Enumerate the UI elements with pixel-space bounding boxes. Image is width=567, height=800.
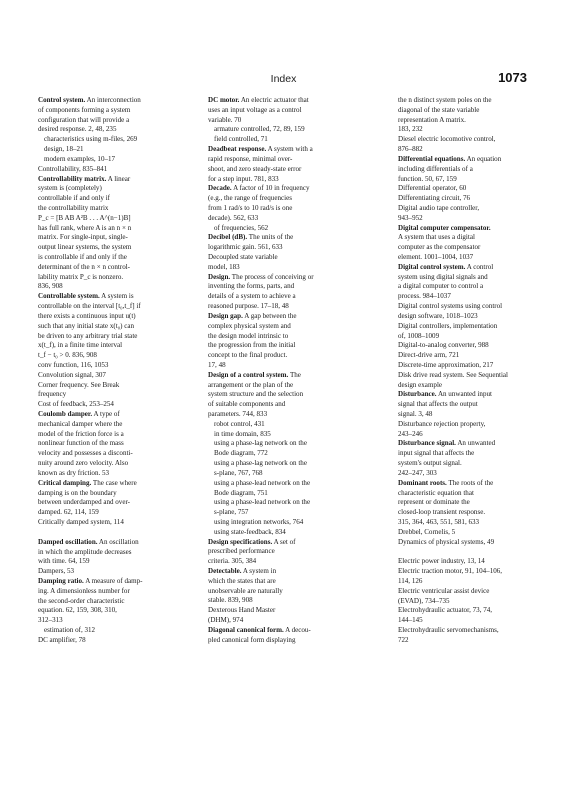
- index-line: for a step input. 781, 833: [208, 174, 279, 183]
- index-entry: [38, 479, 208, 518]
- index-term: Design specifications.: [208, 537, 273, 546]
- index-line: Drebbel, Cornelis, 5: [398, 527, 456, 536]
- index-line: nonlinear function of the mass: [38, 439, 124, 448]
- index-entry: [398, 371, 558, 391]
- index-line: such that any initial state x(t₀) can: [38, 321, 134, 330]
- index-line: Convolution signal, 307: [38, 370, 106, 379]
- index-line: Digital control systems using control: [398, 302, 503, 311]
- index-entry: [398, 263, 558, 302]
- index-line: 183, 232: [398, 125, 423, 134]
- index-line: be driven to any arbitrary trial state: [38, 331, 138, 340]
- index-line: which the states that are: [208, 576, 276, 585]
- index-line: design example: [398, 380, 443, 389]
- index-term: Decibel (dB).: [208, 233, 248, 242]
- index-line: Electrohydraulic servomechanisms,: [398, 626, 499, 635]
- index-column-right: [398, 96, 558, 646]
- index-line: concept to the final product.: [208, 351, 288, 360]
- index-line: using a phase-lead network on the: [214, 498, 311, 507]
- index-line: Electric power industry, 13, 14: [398, 557, 485, 566]
- index-line: P_c = [B AB A²B . . . A^(n−1)B]: [38, 213, 131, 222]
- index-entry: [398, 155, 558, 184]
- index-entry: [398, 587, 558, 607]
- index-line: The case where: [92, 478, 137, 487]
- index-term: Controllable system.: [38, 292, 100, 301]
- index-line: A decou-: [285, 625, 311, 634]
- index-entry: [398, 96, 558, 135]
- index-line: 144–145: [398, 616, 423, 625]
- index-line: is controllable if and only if the: [38, 253, 127, 261]
- index-line: system's output signal.: [398, 459, 462, 468]
- index-line: shoot, and zero steady-state error: [208, 164, 302, 173]
- index-entry: [38, 175, 208, 293]
- index-entry: [398, 302, 558, 322]
- index-line: A control: [466, 262, 494, 271]
- index-line: Dampers, 53: [38, 567, 75, 576]
- index-subentry: [208, 528, 378, 538]
- index-line: Bode diagram, 751: [214, 488, 268, 497]
- index-line: velocity and possesses a disconti-: [38, 449, 133, 458]
- index-entry: [398, 606, 558, 626]
- index-line: has full rank, where A is an n × n: [38, 223, 132, 232]
- index-line: output linear systems, the system: [38, 243, 132, 252]
- index-line: known as dry friction. 53: [38, 468, 110, 477]
- index-line: Corner frequency. See Break: [38, 380, 120, 389]
- index-subentry: [208, 479, 378, 499]
- index-line: unobservable are naturally: [208, 586, 283, 595]
- index-line: modern examples, 10–17: [44, 154, 116, 163]
- index-entry: [398, 528, 558, 538]
- index-entry: [208, 312, 378, 371]
- index-line: with time. 64, 159: [38, 557, 90, 566]
- index-line: 836, 908: [38, 282, 63, 291]
- index-line: uses an input voltage as a control: [208, 105, 302, 114]
- index-line: An oscillation: [98, 537, 139, 546]
- index-line: Electric ventricular assist device: [398, 586, 490, 595]
- index-entry: [398, 184, 558, 194]
- index-line: characteristic equation that: [398, 488, 474, 497]
- index-line: configuration that will provide a: [38, 115, 130, 124]
- index-line: Electric traction motor, 91, 104–106,: [398, 567, 503, 576]
- index-entry: [38, 361, 208, 371]
- index-line: Cost of feedback, 253–254: [38, 400, 114, 409]
- index-column-middle: [208, 96, 378, 646]
- index-line: A type of: [93, 410, 120, 418]
- index-line: Controllability, 835–841: [38, 164, 108, 173]
- index-line: A linear: [107, 174, 131, 183]
- index-line: s-plane, 757: [214, 508, 249, 517]
- index-line: (DHM), 974: [208, 616, 244, 625]
- index-line: 312–313: [38, 616, 63, 625]
- index-line: ing. A dimensionless number for: [38, 586, 130, 595]
- index-term: Damping ratio.: [38, 577, 84, 585]
- index-line: using a phase-lead network on the: [214, 478, 311, 487]
- index-line: 114, 126: [398, 577, 423, 585]
- index-subentry: [38, 155, 208, 165]
- index-term: Digital computer compensator.: [398, 223, 491, 232]
- index-line: using a phase-lag network on the: [214, 459, 307, 468]
- index-line: inventing the forms, parts, and: [208, 282, 295, 291]
- index-column-left: [38, 96, 208, 646]
- index-line: Digital controllers, implementation: [398, 321, 498, 330]
- index-line: A system that uses a digital: [398, 233, 475, 242]
- index-entry: [208, 567, 378, 606]
- index-line: damping is on the boundary: [38, 488, 117, 497]
- index-line: damped. 62, 114, 159: [38, 508, 99, 517]
- index-line: complex physical system and: [208, 321, 291, 330]
- index-entry: [398, 626, 558, 646]
- index-entry: [398, 322, 558, 342]
- index-term: Design of a control system.: [208, 370, 289, 379]
- index-line: decade). 562, 633: [208, 213, 259, 222]
- index-term: Design.: [208, 272, 231, 281]
- index-entry: [398, 538, 558, 548]
- running-header-title: Index: [270, 73, 297, 85]
- index-entry: [208, 145, 378, 184]
- index-line: desired response. 2, 48, 235: [38, 125, 117, 134]
- index-entry: [398, 567, 558, 587]
- index-term: Dominant roots.: [398, 478, 447, 487]
- index-entry: [398, 194, 558, 204]
- index-line: Differential operator, 60: [398, 184, 467, 193]
- index-entry: [38, 410, 208, 479]
- index-entry: [398, 557, 558, 567]
- index-entry: [398, 420, 558, 440]
- index-entry: [38, 518, 208, 528]
- index-term: Design gap.: [208, 311, 243, 320]
- index-line: determinant of the n × n control-: [38, 262, 131, 271]
- index-line: variable. 70: [208, 115, 242, 124]
- index-subentry: [208, 518, 378, 528]
- index-entry: [398, 135, 558, 155]
- index-term: Disturbance signal.: [398, 439, 456, 448]
- index-line: 315, 364, 463, 551, 581, 633: [398, 517, 480, 526]
- index-line: An unwanted input: [437, 390, 492, 399]
- index-line: computer as the compensator: [398, 243, 481, 252]
- index-line: in time domain, 835: [214, 429, 271, 438]
- index-line: design, 18–21: [44, 145, 84, 154]
- index-entry: [38, 636, 208, 646]
- index-line: controllable on the interval [t₀,t_f] if: [38, 302, 141, 311]
- index-line: system structure and the selection: [208, 390, 304, 399]
- index-line: of components forming a system: [38, 105, 131, 114]
- index-term: Controllability matrix.: [38, 174, 107, 183]
- index-entry: [38, 371, 208, 381]
- index-line: function. 50, 67, 159: [398, 174, 457, 183]
- index-subentry: [38, 145, 208, 155]
- index-entry: [208, 371, 378, 420]
- index-entry: [398, 351, 558, 361]
- index-line: model of the friction force is a: [38, 429, 124, 438]
- index-entry: [208, 96, 378, 125]
- index-line: pled canonical form displaying: [208, 635, 296, 644]
- index-line: reasoned purpose. 17–18, 48: [208, 302, 289, 311]
- index-line: closed-loop transient response.: [398, 508, 486, 517]
- index-subentry: [208, 125, 378, 135]
- index-line: An electric actuator that: [240, 96, 309, 104]
- index-subentry: [38, 626, 208, 636]
- index-line: lability matrix P_c is nonzero.: [38, 272, 124, 281]
- index-subentry: [38, 135, 208, 145]
- index-entry: [208, 184, 378, 223]
- index-line: arrangement or the plan of the: [208, 380, 294, 389]
- index-line: the controllability matrix: [38, 203, 109, 212]
- index-line: input signal that affects the: [398, 449, 475, 458]
- index-term: Deadbeat response.: [208, 145, 267, 154]
- index-line: The: [289, 370, 301, 379]
- index-line: Discrete-time approximation, 217: [398, 360, 494, 369]
- index-line: characteristics using m-files, 269: [44, 135, 138, 144]
- index-entry: [398, 361, 558, 371]
- index-line: A set of: [273, 537, 296, 546]
- index-subentry: [208, 459, 378, 479]
- index-line: prescribed performance: [208, 547, 275, 556]
- index-entry: [208, 253, 378, 273]
- index-line: The process of conceiving or: [231, 272, 314, 281]
- index-entry: [398, 390, 558, 419]
- index-term: DC motor.: [208, 96, 240, 104]
- index-subentry: [208, 430, 378, 440]
- index-term: Diagonal canonical form.: [208, 625, 284, 634]
- index-entry: [208, 626, 378, 646]
- index-term: Digital control system.: [398, 262, 466, 271]
- index-line: of, 1008–1009: [398, 331, 440, 340]
- index-line: An equation: [466, 154, 502, 163]
- index-term: Disturbance.: [398, 390, 437, 399]
- index-term: Detectable.: [208, 567, 242, 575]
- index-line: Diesel electric locomotive control,: [398, 135, 496, 144]
- index-entry: [398, 224, 558, 263]
- index-line: estimation of, 312: [44, 626, 96, 635]
- index-line: the second-order characteristic: [38, 596, 125, 605]
- index-line: Digital-to-analog converter, 988: [398, 341, 489, 350]
- index-subentry: [208, 439, 378, 459]
- index-line: design software, 1018–1023: [398, 311, 478, 320]
- index-line: represent or dominate the: [398, 498, 470, 507]
- index-line: signal that affects the output: [398, 400, 478, 409]
- index-line: Digital audio tape controller,: [398, 203, 480, 212]
- index-entry: [38, 292, 208, 361]
- index-line: Direct-drive arm, 721: [398, 351, 460, 360]
- index-term: Control system.: [38, 96, 86, 104]
- index-entry: [208, 538, 378, 567]
- index-entry: [38, 381, 208, 401]
- index-term: Differential equations.: [398, 154, 466, 163]
- index-line: rapid response, minimal over-: [208, 154, 293, 163]
- index-line: using a phase-lag network on the: [214, 439, 307, 448]
- index-line: system is (completely): [38, 184, 102, 193]
- index-line: A measure of damp-: [85, 577, 143, 585]
- index-line: logarithmic gain. 561, 633: [208, 243, 283, 252]
- index-entry: [208, 606, 378, 626]
- index-line: Decoupled state variable: [208, 253, 278, 261]
- index-term: Damped oscillation.: [38, 537, 98, 546]
- index-entry: [38, 567, 208, 577]
- index-line: in which the amplitude decreases: [38, 547, 132, 556]
- index-line: DC amplifier, 78: [38, 635, 86, 644]
- index-term: Coulomb damper.: [38, 410, 93, 418]
- index-line: from 1 rad/s to 10 rad/s is one: [208, 203, 293, 212]
- index-line: controllable if and only if: [38, 194, 111, 203]
- index-subentry: [208, 224, 378, 234]
- index-line: element. 1001–1004, 1037: [398, 253, 474, 261]
- index-line: of suitable components and: [208, 400, 286, 409]
- index-line: field controlled, 71: [214, 135, 268, 144]
- index-line: representation A matrix.: [398, 115, 466, 124]
- index-line: matrix. For single-input, single-: [38, 233, 128, 242]
- index-line: there exists a continuous input u(t): [38, 311, 136, 320]
- index-line: a digital computer to control a: [398, 282, 484, 291]
- index-line: Critically damped system, 114: [38, 517, 124, 526]
- index-line: parameters. 744, 833: [208, 410, 268, 418]
- index-line: 943–952: [398, 213, 423, 222]
- index-line: frequency: [38, 390, 67, 399]
- index-line: including differentials of a: [398, 164, 473, 173]
- index-entry: [208, 233, 378, 253]
- index-entry: [398, 204, 558, 224]
- index-line: the n distinct system poles on the: [398, 96, 492, 104]
- index-line: Dynamics of physical systems, 49: [398, 537, 495, 546]
- index-line: criteria. 305, 384: [208, 557, 257, 566]
- index-line: model, 183: [208, 262, 240, 271]
- index-line: Differentiating circuit, 76: [398, 194, 471, 203]
- index-line: (EVAD), 734–735: [398, 596, 450, 605]
- index-line: A factor of 10 in frequency: [233, 184, 310, 193]
- index-line: the progression from the initial: [208, 341, 296, 350]
- index-line: 17, 48: [208, 360, 226, 369]
- index-line: diagonal of the state variable: [398, 105, 480, 114]
- index-line: the design model intrinsic to: [208, 331, 289, 340]
- index-line: Disturbance rejection property,: [398, 419, 486, 428]
- index-line: The units of the: [248, 233, 294, 242]
- index-entry: [398, 479, 558, 528]
- index-line: An unwanted: [457, 439, 496, 448]
- index-entry: [398, 341, 558, 351]
- index-entry: [208, 273, 378, 312]
- index-line: t_f − t₀ > 0. 836, 908: [38, 351, 97, 360]
- index-line: 722: [398, 635, 409, 644]
- index-line: A system in: [242, 567, 277, 575]
- index-line: 243–246: [398, 429, 423, 438]
- index-line: conv function, 116, 1053: [38, 360, 109, 369]
- index-line: A system with a: [267, 145, 313, 154]
- index-subentry: [208, 420, 378, 430]
- index-entry: [38, 96, 208, 135]
- index-line: (e.g., the range of frequencies: [208, 194, 292, 203]
- index-line: using integration networks, 764: [214, 517, 304, 526]
- index-term: Critical damping.: [38, 478, 92, 487]
- index-line: A gap between the: [244, 311, 297, 320]
- index-line: nuity around zero velocity. Also: [38, 459, 129, 468]
- index-line: Disk drive read system. See Sequential: [398, 370, 508, 379]
- index-entry: [38, 165, 208, 175]
- index-term: Decade.: [208, 184, 232, 193]
- index-line: signal. 3, 48: [398, 410, 433, 418]
- index-subentry: [208, 135, 378, 145]
- index-line: system using digital signals and: [398, 272, 488, 281]
- index-line: process. 984–1037: [398, 292, 451, 301]
- index-line: mechanical damper where the: [38, 419, 123, 428]
- index-line: 242–247, 303: [398, 468, 437, 477]
- index-line: equation. 62, 159, 308, 310,: [38, 606, 117, 615]
- index-line: details of a system to achieve a: [208, 292, 296, 301]
- index-line: armature controlled, 72, 89, 159: [214, 125, 305, 134]
- index-line: Bode diagram, 772: [214, 449, 268, 458]
- index-line: Electrohydraulic actuator, 73, 74,: [398, 606, 493, 615]
- index-line: 876–882: [398, 145, 423, 154]
- index-line: An interconnection: [86, 96, 141, 104]
- index-subentry: [208, 498, 378, 518]
- index-entry: [38, 400, 208, 410]
- index-line: stable. 839, 908: [208, 596, 253, 605]
- index-line: using state-feedback, 834: [214, 527, 286, 536]
- index-line: of frequencies, 562: [214, 223, 269, 232]
- index-line: A system is: [101, 292, 134, 301]
- page-number: 1073: [498, 70, 527, 85]
- index-line: s-plane, 767, 768: [214, 468, 263, 477]
- index-line: Dexterous Hand Master: [208, 606, 276, 615]
- index-line: The roots of the: [448, 478, 494, 487]
- index-entry: [38, 538, 208, 567]
- index-line: robot control, 431: [214, 419, 265, 428]
- index-line: x(t_f), in a finite time interval: [38, 341, 123, 350]
- index-entry: [38, 577, 208, 626]
- index-entry: [398, 439, 558, 478]
- index-line: between underdamped and over-: [38, 498, 131, 507]
